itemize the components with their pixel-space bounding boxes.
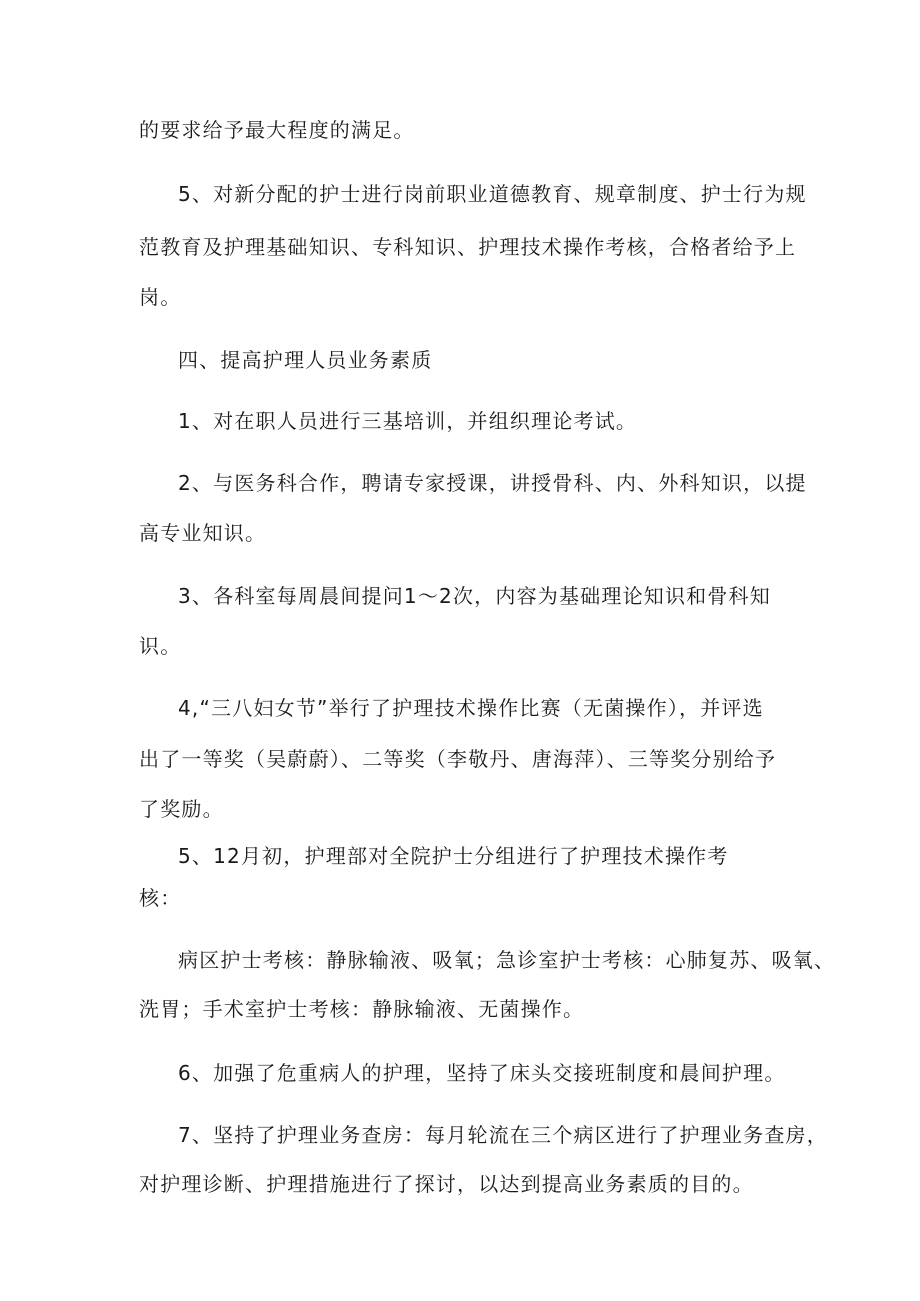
text-line-2: 5、对新分配的护士进行岗前职业道德教育、规章制度、护士行为规 xyxy=(178,182,807,206)
text-line-7: 2、与医务科合作，聘请专家授课，讲授骨科、内、外科知识，以提 xyxy=(178,471,807,495)
section-heading: 四、提高护理人员业务素质 xyxy=(178,348,433,372)
text-line-9: 3、各科室每周晨间提问1～2次，内容为基础理论知识和骨科知 xyxy=(178,584,771,608)
text-line-13: 了奖励。 xyxy=(139,797,224,821)
text-line-10: 识。 xyxy=(139,634,182,658)
text-line-3: 范教育及护理基础知识、专科知识、护理技术操作考核，合格者给予上 xyxy=(139,235,797,259)
text-line-12: 出了一等奖（吴蔚蔚）、二等奖（李敬丹、唐海萍）、三等奖分别给予 xyxy=(139,747,777,771)
text-line-8: 高专业知识。 xyxy=(139,521,267,545)
text-line-6: 1、对在职人员进行三基培训，并组织理论考试。 xyxy=(178,409,638,433)
text-line-11: 4,“三八妇女节”举行了护理技术操作比赛（无菌操作），并评选 xyxy=(178,696,764,720)
text-line-19: 7、坚持了护理业务查房：每月轮流在三个病区进行了护理业务查房， xyxy=(178,1123,828,1147)
text-line-20: 对护理诊断、护理措施进行了探讨，以达到提高业务素质的目的。 xyxy=(139,1172,754,1196)
text-line-18: 6、加强了危重病人的护理，坚持了床头交接班制度和晨间护理。 xyxy=(178,1061,786,1085)
text-line-17: 洗胃；手术室护士考核：静脉输液、无菌操作。 xyxy=(139,997,585,1021)
text-line-1: 的要求给予最大程度的满足。 xyxy=(139,118,415,142)
text-line-15: 核： xyxy=(139,886,182,910)
text-line-14: 5、12月初，护理部对全院护士分组进行了护理技术操作考 xyxy=(178,844,729,868)
text-line-16: 病区护士考核：静脉输液、吸氧；急诊室护士考核：心肺复苏、吸氧、 xyxy=(178,948,836,972)
text-line-4: 岗。 xyxy=(139,285,182,309)
